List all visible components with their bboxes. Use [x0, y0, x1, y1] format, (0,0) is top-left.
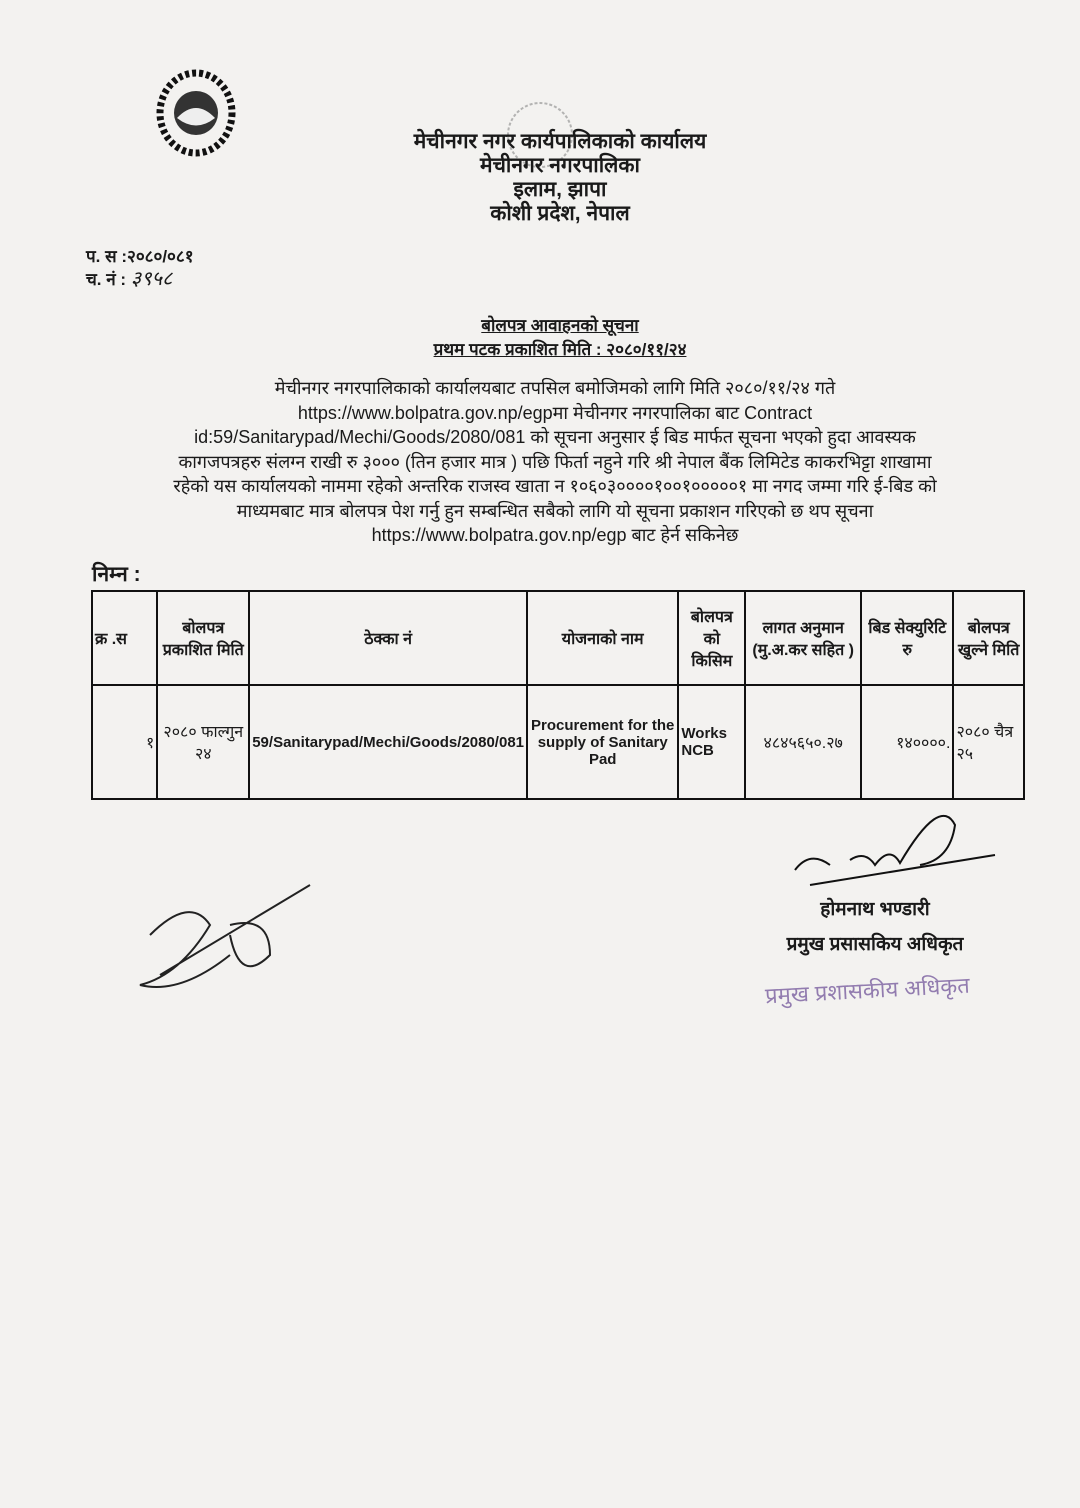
dispatch-number [86, 264, 172, 291]
col-header-bid-type: बोलपत्र को किसिम [678, 591, 745, 685]
fiscal-year: प. स :२०८०/०८१ [86, 247, 194, 266]
col-header-project-name: योजनाको नाम [527, 591, 678, 685]
cell-bid-type: Works NCB [678, 685, 745, 799]
body-line: id:59/Sanitarypad/Mechi/Goods/2080/081 को सूचना अनुसार ई बिड मार्फत सूचना भएको हुदा आवस्यक [194, 427, 916, 447]
col-header-opening-date: बोलपत्र खुल्ने मिति [953, 591, 1024, 685]
cell-sn: १ [92, 685, 157, 799]
notice-body [60, 376, 1050, 548]
handwritten-initials [120, 875, 320, 1005]
cell-opening-date: २०८० चैत्र २५ [953, 685, 1024, 799]
cell-published-date: २०८० फाल्गुन २४ [157, 685, 249, 799]
notice-title: बोलपत्र आवाहनको सूचना [481, 316, 639, 335]
notice-subtitle: प्रथम पटक प्रकाशित मिति : २०८०/११/२४ [433, 340, 687, 359]
body-line: रहेको यस कार्यालयको नाममा रहेको अन्तरिक राजस्व खाता न १०६०३००००१००१०००००१ मा नगद जम्मा गरि ई-बिड को [173, 476, 937, 496]
tender-table [91, 590, 1025, 800]
body-line: https://www.bolpatra.gov.np/egp बाट हेर्न सकिनेछ [371, 525, 739, 545]
body-line: मेचीनगर नगरपालिकाको कार्यालयबाट तपसिल बमोजिमको लागि मिति २०८०/११/२४ गते [274, 378, 836, 398]
municipality-name: मेचीनगर नगरपालिका [480, 154, 640, 177]
office-province: कोशी प्रदेश, नेपाल [490, 202, 630, 225]
dispatch-number-handwritten: ३९५८ [130, 266, 173, 290]
nepal-government-emblem [155, 68, 237, 158]
body-line: https://www.bolpatra.gov.np/egpमा मेचीनगर नगरपालिका बाट Contract [297, 402, 813, 423]
col-header-bid-security: बिड सेक्युरिटि रु [861, 591, 953, 685]
officer-signature [790, 805, 1005, 895]
col-header-cost-estimate: लागत अनुमान (मु.अ.कर सहित ) [745, 591, 861, 685]
col-header-published-date: बोलपत्र प्रकाशित मिति [157, 591, 249, 685]
cell-contract-no: 59/Sanitarypad/Mechi/Goods/2080/081 [249, 685, 527, 799]
officer-name: होमनाथ भण्डारी [820, 899, 930, 920]
office-name: मेचीनगर नगर कार्यपालिकाको कार्यालय [413, 130, 707, 153]
table-header-row [92, 591, 1024, 685]
designation-stamp: प्रमुख प्रशासकीय अधिकृत [764, 972, 971, 1009]
col-header-contract-no: ठेक्का नं [249, 591, 527, 685]
dispatch-number-label: च. नं : [86, 270, 127, 289]
office-location: इलाम, झापा [513, 178, 607, 201]
col-header-sn: क्र .स [92, 591, 157, 685]
body-line: कागजपत्रहरु संलग्न राखी रु ३००० (तिन हजार मात्र ) पछि फिर्ता नहुने गरि श्री नेपाल बैंक लिमिटेड काकरभिट्टा शाखामा [178, 451, 932, 472]
cell-bid-security: १४००००. [861, 685, 953, 799]
cell-project-name: Procurement for the supply of Sanitary Pad [527, 685, 678, 799]
table-label: निम्न : [92, 563, 141, 586]
officer-designation: प्रमुख प्रसासकिय अधिकृत [786, 934, 964, 955]
table-row [92, 685, 1024, 799]
body-line: माध्यमबाट मात्र बोलपत्र पेश गर्नु हुन सम्बन्धित सबैको लागि यो सूचना प्रकाशन गरिएको छ थप सूचना [236, 500, 874, 521]
cell-cost-estimate: ४८४५६५०.२७ [745, 685, 861, 799]
